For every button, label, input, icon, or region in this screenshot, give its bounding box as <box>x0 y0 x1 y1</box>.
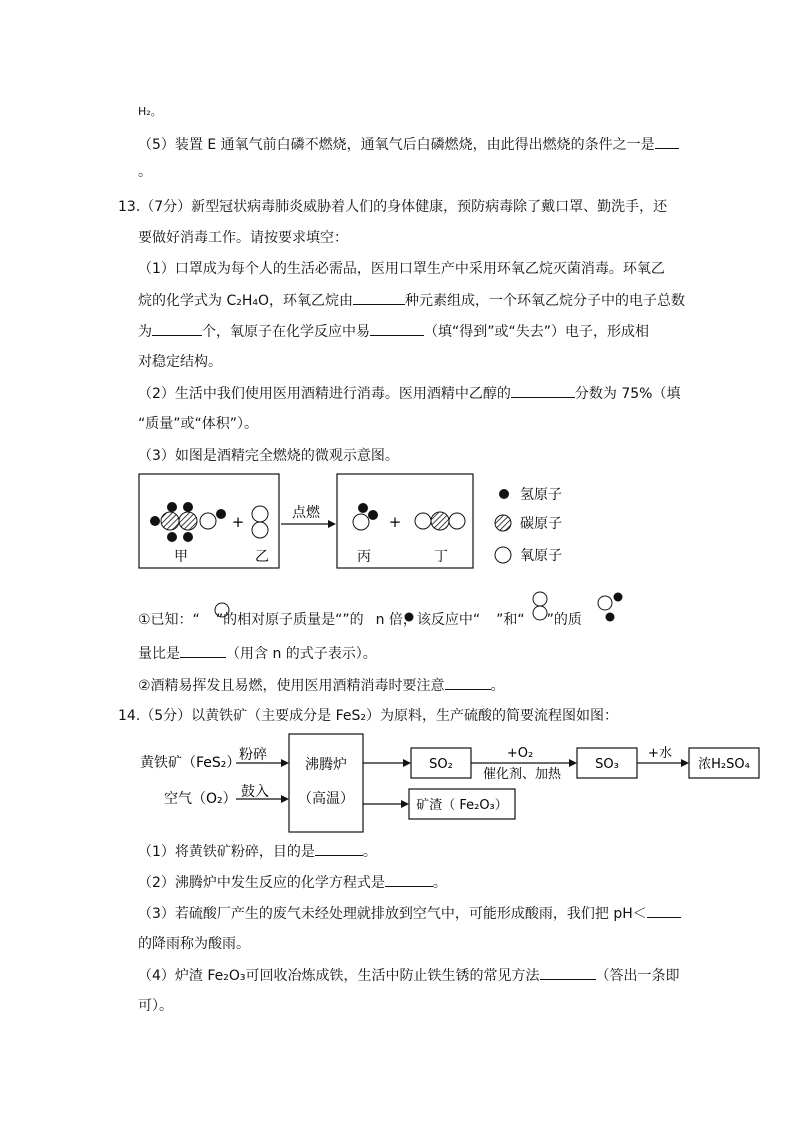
q13-part1-line4: 对稳定结构。 <box>138 354 222 370</box>
q13-title: 13.（7分）新型冠状病毒肺炎威胁着人们的身体健康，预防病毒除了戴口罩、勤洗手，还 <box>118 199 668 215</box>
answer-blank[interactable] <box>385 872 433 887</box>
q13-title-cont: 要做好消毒工作。请按要求填空： <box>138 230 348 246</box>
flow-furnace-box <box>289 734 363 832</box>
answer-blank[interactable] <box>315 841 363 856</box>
plus-sign: + <box>231 513 245 531</box>
answer-blank[interactable] <box>540 965 596 980</box>
q13-sentence1-line2: 量比是 （用含 n 的式子表示）。 <box>138 643 377 664</box>
label-jia: 甲 <box>174 549 188 565</box>
q14-part3-line2: 的降雨称为酸雨。 <box>138 936 250 952</box>
q13-part2-line1: （2）生活中我们使用医用酒精进行消毒。医用酒精中乙醇的 分数为 75%（填 <box>138 383 680 404</box>
q13-part1-line2: 烷的化学式为 C₂H₄O，环氧乙烷由 种元素组成，一个环氧乙烷分子中的电子总数 <box>138 290 685 311</box>
legend-oxygen: 氧原子 <box>520 548 562 564</box>
legend-carbon: 碳原子 <box>520 516 562 532</box>
flow-pyrite: 黄铁矿（FeS₂） <box>140 755 241 771</box>
answer-blank[interactable] <box>647 903 681 918</box>
arrow-label: 点燃 <box>292 505 320 521</box>
q13-sentence2: ②酒精易挥发且易燃，使用医用酒精消毒时要注意 。 <box>138 675 505 696</box>
q14-part4: （4）炉渣 Fe₂O₃可回收冶炼成铁，生活中防止铁生锈的常见方法 （答出一条即 <box>138 965 680 986</box>
h2o-fragment: H₂。 <box>138 105 162 118</box>
flow-so2: SO₂ <box>429 757 453 772</box>
q14-part1: （1）将黄铁矿粉碎，目的是 。 <box>138 841 377 862</box>
flow-slag: 矿渣（ Fe₂O₃） <box>416 798 508 813</box>
flow-furnace-1: 沸腾炉 <box>305 757 347 773</box>
plus-sign: + <box>388 513 402 531</box>
legend-hydrogen: 氢原子 <box>520 487 562 503</box>
flow-condition-label: 催化剂、加热 <box>482 767 562 782</box>
flow-furnace-2: （高温） <box>298 791 354 807</box>
flow-o2-label: +O₂ <box>506 746 534 761</box>
q13-part2-line2: “质量”或“体积”）。 <box>138 416 259 432</box>
q13-part3-line1: （3）如图是酒精完全燃烧的微观示意图。 <box>138 448 399 464</box>
q12-part5-end: 。 <box>138 164 152 180</box>
q13-sentence1: ①已知：“ ”的相对原子质量是“”的 n 倍，该反应中“ ”和“ ”的质 <box>138 612 582 628</box>
label-bing: 丙 <box>357 549 371 565</box>
q14-part2: （2）沸腾炉中发生反应的化学方程式是 。 <box>138 872 447 893</box>
q12-part5: （5）装置 E 通氧气前白磷不燃烧，通氧气后白磷燃烧，由此得出燃烧的条件之一是 <box>138 134 679 155</box>
q14-part3: （3）若硫酸厂产生的废气未经处理就排放到空气中，可能形成酸雨，我们把 pH＜ <box>138 903 681 924</box>
q13-part1-line1: （1）口罩成为每个人的生活必需品，医用口罩生产中采用环氧乙烷灭菌消毒。环氧乙 <box>138 261 665 277</box>
q14-title: 14.（5分）以黄铁矿（主要成分是 FeS₂）为原料，生产硫酸的简要流程图如图： <box>118 708 619 724</box>
flow-h2so4: 浓H₂SO₄ <box>698 757 750 772</box>
label-yi: 乙 <box>255 549 269 565</box>
flow-blow-label: 鼓入 <box>241 784 269 800</box>
flow-air: 空气（O₂） <box>164 791 237 807</box>
flow-water-label: +水 <box>648 746 672 761</box>
label-ding: 丁 <box>434 549 448 565</box>
flow-crush-label: 粉碎 <box>239 747 267 763</box>
flow-so3: SO₃ <box>595 757 619 772</box>
q14-part4-line2: 可）。 <box>138 998 173 1014</box>
q13-part1-line3: 为 个，氧原子在化学反应中易 （填“得到”或“失去”）电子，形成相 <box>138 321 649 342</box>
